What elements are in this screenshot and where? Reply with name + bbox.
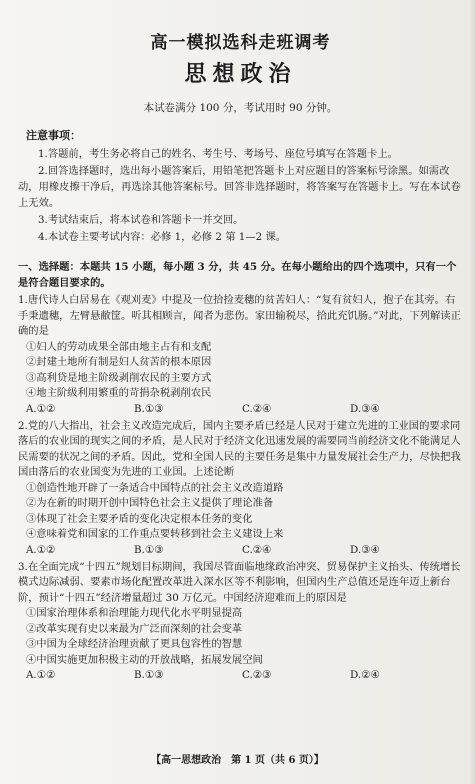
answer-a: A.①②: [26, 402, 56, 415]
answer-choices: [26, 402, 463, 417]
answer-a: A.①②: [26, 669, 56, 681]
exam-title: 高一模拟选科走班调考: [150, 33, 331, 53]
subject-title: 思想政治: [184, 61, 297, 87]
page-footer: 【高一思想政治 第 1 页（共 6 页）】: [151, 755, 324, 766]
question-2: [18, 419, 463, 558]
answer-d: D.③④: [350, 543, 380, 556]
question-3: [18, 560, 463, 684]
question-stem: 2.党的八大指出，社会主义改造完成后，国内主要矛盾已经是人民对于建立先进的工业国的要求同落后的农业国的现实之间的矛盾，是人民对于经济文化迅速发展的需要同当前经济文化不能满足人民需要的状况之间的矛盾。因此，党和全国人民的主要任务是集中力量发展社会生产力，尽快把我国由落后的农业国变为先进的工业国。上述论断: [18, 419, 461, 478]
answer-choices: [26, 668, 463, 683]
question-option: ②为在新的时期开创中国特色社会主义提供了理论准备: [26, 497, 274, 509]
answer-c: C.②④: [242, 402, 272, 415]
answer-b: B.①③: [134, 402, 164, 415]
question-option: ③体现了社会主要矛盾的变化决定根本任务的变化: [26, 512, 253, 525]
answer-b: B.①③: [134, 543, 164, 556]
question-option: ①创造性地开辟了一条适合中国特点的社会主义改造道路: [26, 481, 284, 494]
answer-b: B.①③: [134, 669, 164, 681]
question-stem: 3.在全面完成“十四五”规划目标期间，我国尽管面临地缘政治冲突、贸易保护主义抬头、传统增长模式边际减弱、要素市场化配置改革进入深水区等不利影响，但国内生产总值还是连年迈上新台阶，预计“十四五”经济增量超过 30 万亿元。中国经济迎难而上的原因是: [18, 560, 461, 604]
page-edge-shadow: [469, 0, 475, 784]
question-option: ②改革实现有史以来最为广泛而深刻的社会变革: [26, 622, 243, 635]
answer-a: A.①②: [26, 543, 56, 556]
score-line: 本试卷满分 100 分，考试用时 90 分钟。: [143, 102, 338, 114]
question-stem: 1.唐代诗人白居易在《观刈麦》中提及一位拾捡麦穗的贫苦妇人：“复有贫妇人，抱子在其旁。右手秉遗穗，左臂悬敝筐。听其相顾言，闻者为悲伤。家田输税尽，拾此充饥肠。”对此，下列解读正确的是: [18, 294, 461, 337]
notes-title: 注意事项：: [26, 129, 81, 142]
question-option: ④意味着党和国家的工作重点要转移到社会主义建设上来: [26, 528, 284, 540]
question-1: [18, 293, 463, 417]
note-item: 1.答题前，考生务必将自己的姓名、考生号、考场号、座位号填写在答题卡上。: [38, 148, 398, 160]
question-option: ②封建土地所有制是妇人贫苦的根本原因: [26, 356, 212, 368]
answer-d: D.③④: [350, 402, 380, 415]
question-option: ③高利贷是地主阶级剥削农民的主要方式: [26, 371, 212, 384]
question-option: ①妇人的劳动成果全部由地主占有和支配: [26, 340, 212, 353]
question-option: ④中国实施更加积极主动的开放战略，拓展发展空间: [26, 653, 263, 666]
answer-c: C.②③: [242, 669, 272, 681]
question-option: ④地主阶级利用繁重的苛捐杂税剥削农民: [26, 387, 212, 399]
note-item: 3.考试结束后，将本试卷和答题卡一并交回。: [38, 214, 244, 226]
answer-choices: [26, 543, 463, 558]
question-option: ③中国为全球经济治理贡献了更具包容性的智慧: [26, 638, 243, 650]
question-option: ①国家治理体系和治理能力现代化水平明显提高: [26, 607, 243, 619]
note-item: 2.回答选择题时，选出每小题答案后，用铅笔把答题卡上对应题目的答案标号涂黑。如需改动，用橡皮擦干净后，再选涂其他答案标号。回答非选择题时，将答案写在答题卡上。写在本试卷上无效。: [18, 165, 461, 209]
answer-c: C.②④: [242, 543, 272, 556]
note-item: 4.本试卷主要考试内容：必修 1，必修 2 第 1—2 课。: [38, 231, 287, 243]
answer-d: D.②④: [350, 669, 380, 681]
section-title: 一、选择题：本题共 15 小题，每小题 3 分，共 45 分。在每小题给出的四个选项中，只有一个是符合题目要求的。: [18, 261, 457, 289]
